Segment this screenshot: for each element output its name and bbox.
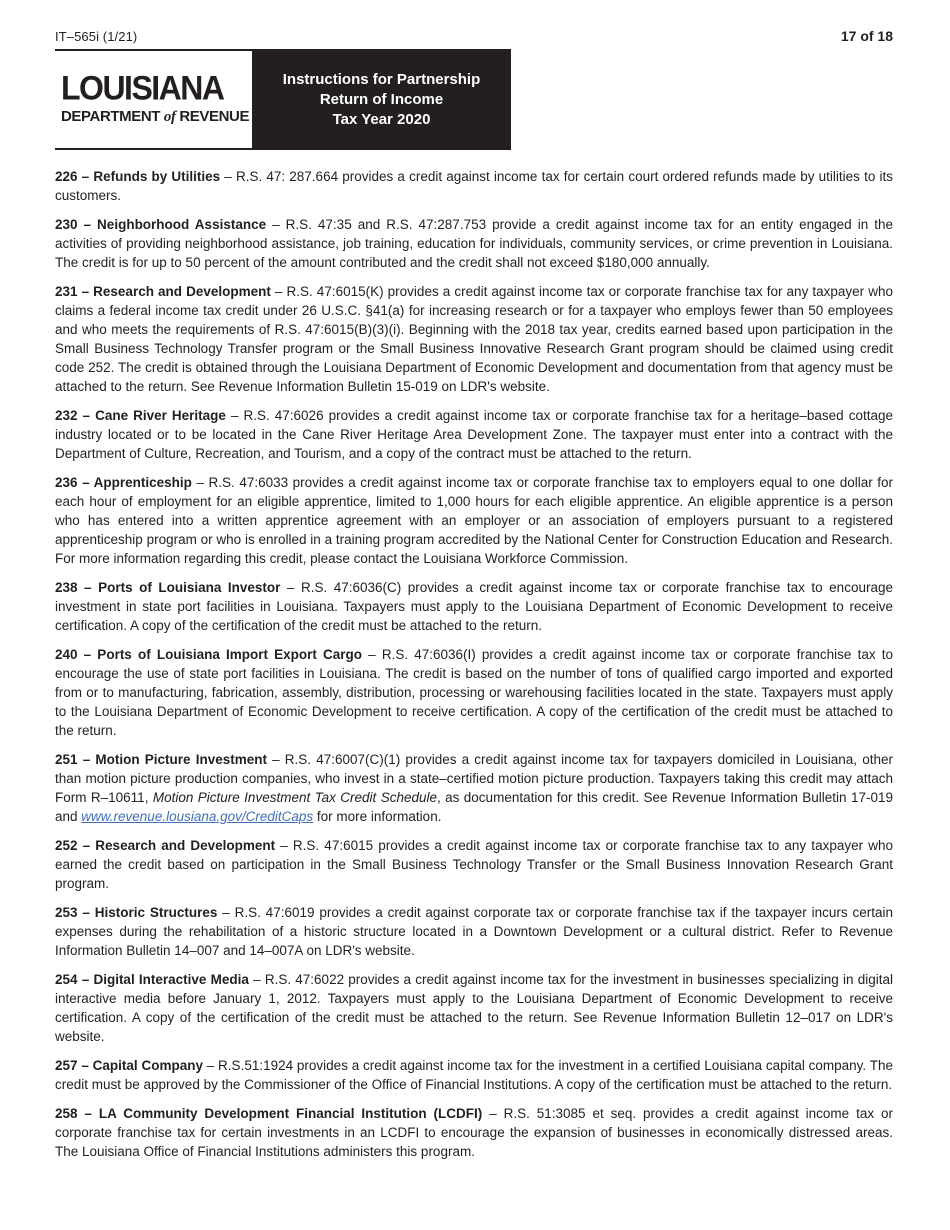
credit-paragraph-text: – R.S. 47:6036(C) provides a credit against income tax or corporate franchise tax to encourage investment in state port facilities in Louisiana. Taxpayers must apply to the Louisiana Department of Economic Development to receive certification. A copy of the certification of the credit must be attached to the return. [55,580,893,633]
ldr-logo-subtitle [61,108,249,126]
credit-paragraph [55,645,893,740]
credit-paragraph [55,473,893,568]
credit-code-title: 254 – Digital Interactive Media [55,972,249,987]
document-title-box [252,49,511,150]
credit-code-title: 253 – Historic Structures [55,905,218,920]
ldr-logo-revenue: REVENUE [179,108,250,125]
credit-paragraph [55,970,893,1046]
ldr-logo-dept: DEPARTMENT [61,108,161,125]
credit-paragraph-text: – R.S. 51:3085 et seq. provides a credit against income tax or corporate franchise tax for certain investments in an LCDFI to encourage the expansion of businesses in economically distressed areas. The Louisiana Office of Financial Institutions administers this program. [55,1106,893,1159]
credit-paragraph-text: – R.S. 47:6015 provides a credit against income tax or corporate franchise tax to any taxpayer who earned the credit based on participation in the Small Business Technology Transfer or the Small Business Innovation Research Grant program. [55,838,893,891]
credit-paragraph [55,1056,893,1094]
credit-paragraph-text: – R.S. 47:35 and R.S. 47:287.753 provide a credit against income tax for an entity engaged in the activities of providing neighborhood assistance, job training, education for individuals, community services, or crime prevention in Louisiana. The credit is for up to 50 percent of the amount contributed and the credit shall not exceed $180,000 annually. [55,217,893,270]
ldr-logo-of: of [163,109,176,125]
document-title-line-3: Tax Year 2020 [332,110,431,128]
credit-code-title: 238 – Ports of Louisiana Investor [55,580,281,595]
credit-paragraph [55,282,893,396]
credit-code-title: 258 – LA Community Development Financial Institution (LCDFI) [55,1106,483,1121]
page-topbar [55,28,893,44]
credit-paragraph [55,167,893,205]
credit-paragraph [55,750,893,826]
credit-paragraph-text: – R.S. 47:6007(C)(1) provides a credit against income tax for taxpayers domiciled in Louisiana, other than motion picture production companies, who invest in a state–certified motion picture production. Taxpayers taking this credit may attach Form R–10611, [55,752,893,805]
credit-paragraph-text: – R.S. 47:6015(K) provides a credit against income tax or corporate franchise tax for any taxpayer who claims a federal income tax credit under 26 U.S.C. §41(a) for increasing research or for a taxpayer who employs fewer than 50 employees and who meets the requirements of R.S. 47:6015(B)(3)(i). Beginning with the 2018 tax year, credits earned based upon participation in the Small Business Technology Transfer program or the Small Business Innovative Research Grant program should be claimed using credit code 252. The credit is obtained through the Louisiana Department of Economic Development and documentation from that agency must be attached to the return. See Revenue Information Bulletin 15-019 on LDR's website. [55,284,893,394]
credit-paragraph-text: – R.S. 47:6036(I) provides a credit against income tax or corporate franchise tax to encourage the use of state port facilities in Louisiana. The credit is based on the number of tons of qualified cargo imported and exported from or to manufacturing, fabrication, assembly, distribution, processing or warehousing facilities located in the state. Taxpayers must apply to the Louisiana Department of Economic Development to receive certification. A copy of the certification of the credit must be attached to the return. [55,647,893,738]
credit-paragraph [55,903,893,960]
credit-code-title: 251 – Motion Picture Investment [55,752,267,767]
form-number: IT–565i (1/21) [55,29,138,44]
credit-paragraph-text: – R.S. 47:6022 provides a credit against income tax for the investment in businesses specializing in digital interactive media before January 1, 2012. Taxpayers must apply to the Louisiana Department of Economic Development to receive certification. A copy of the certification of the credit must be attached to the return. See Revenue Information Bulletin 12–017 on LDR's website. [55,972,893,1044]
credit-paragraph-text: Motion Picture Investment Tax Credit Schedule [152,790,437,805]
credit-paragraph-text: for more information. [313,809,442,824]
credits-list [55,167,893,1161]
document-header [55,49,511,150]
credit-paragraph-text: – R.S.51:1924 provides a credit against income tax for the investment in a certified Louisiana capital company. The credit must be approved by the Commissioner of the Office of Financial Institutions. A copy of the certification must be attached to the return. [55,1058,893,1092]
credit-code-title: 231 – Research and Development [55,284,271,299]
credit-paragraph [55,578,893,635]
credit-caps-link[interactable]: www.revenue.lousiana.gov/CreditCaps [81,809,314,824]
credit-code-title: 252 – Research and Development [55,838,276,853]
credit-paragraph [55,215,893,272]
credit-paragraph-text: – R.S. 47:6026 provides a credit against income tax or corporate franchise tax for a heritage–based cottage industry located or to be located in the Cane River Heritage Area Development Zone. The taxpayer must enter into a contract with the Department of Culture, Recreation, and Tourism, and a copy of the contract must be attached to the return. [55,408,893,461]
credit-paragraph-text: – R.S. 47:6019 provides a credit against corporate tax or corporate franchise tax if the taxpayer incurs certain expenses during the rehabilitation of a historic structure located in a Downtown Development or a cultural district. Refer to Revenue Information Bulletin 14–007 and 14–007A on LDR's website. [55,905,893,958]
credit-paragraph [55,1104,893,1161]
document-title-line-1: Instructions for Partnership [282,70,481,88]
page-indicator: 17 of 18 [840,28,893,44]
credit-paragraph-text: , as documentation for this credit. See Revenue Information Bulletin 17-019 and [55,790,893,824]
ldr-logo [55,49,252,150]
credit-code-title: 236 – Apprenticeship [55,475,192,490]
credit-paragraph-text: – R.S. 47: 287.664 provides a credit against income tax for certain court ordered refunds made by utilities to its customers. [55,169,893,203]
credit-code-title: 240 – Ports of Louisiana Import Export Cargo [55,647,363,662]
ldr-logo-wordmark: LOUISIANA [61,68,224,108]
credit-paragraph-text: – R.S. 47:6033 provides a credit against income tax or corporate franchise tax to employers equal to one dollar for each hour of employment for an eligible apprentice, limited to 1,000 hours for each eligible apprentice. An eligible apprentice is a person who has entered into a written apprentice agreement with an employer or an association of employers pursuant to a registered apprenticeship program or who is enrolled in a training program accredited by the National Center for Construction Education and Research. For more information regarding this credit, please contact the Louisiana Workforce Commission. [55,475,894,566]
credit-code-title: 226 – Refunds by Utilities [55,169,221,184]
credit-code-title: 232 – Cane River Heritage [55,408,226,423]
credit-paragraph [55,406,893,463]
document-title-line-2: Return of Income [319,90,444,108]
credit-paragraph [55,836,893,893]
credit-code-title: 257 – Capital Company [55,1058,203,1073]
credit-code-title: 230 – Neighborhood Assistance [55,217,267,232]
